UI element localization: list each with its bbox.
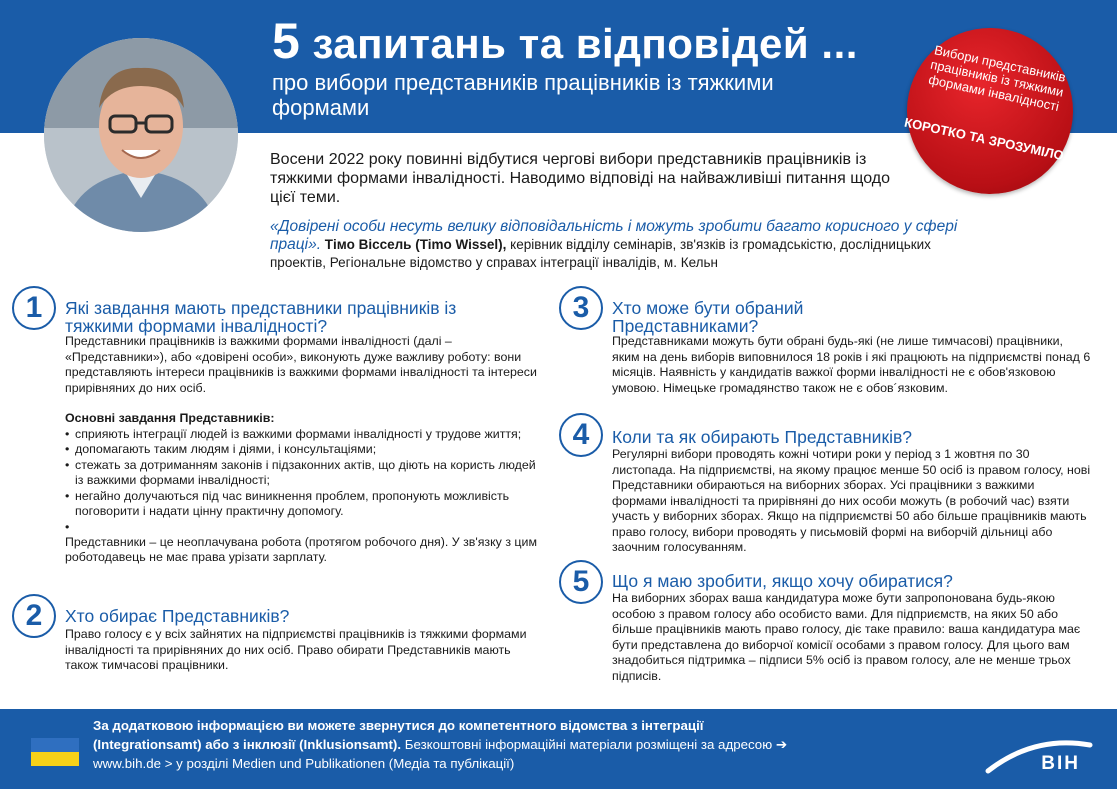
list-item (65, 520, 545, 535)
section-1-list (65, 427, 545, 535)
badge-text: Вибори представників працівників із тяжкими формами інвалідності (927, 42, 1068, 115)
section-title-1: Які завдання мають представники працівників із тяжкими формами інвалідності? (65, 298, 457, 336)
section-number-5: 5 (559, 560, 603, 604)
quote-author: Тімо Віссель (Timo Wissel), (324, 237, 507, 252)
bih-logo (984, 731, 1094, 779)
ukraine-flag-icon (31, 738, 79, 766)
title-text: запитань та відповідей ... (300, 20, 858, 67)
section-number-1: 1 (12, 286, 56, 330)
section-1-paragraph: Представники працівників із важкими формами інвалідності (далі – «Представники»), або «довірені особи», виконують дуже важливу роботу: вони представляють інтереси працівників із важкими формами інвалідності та інтереси прирівняних до них осіб. (65, 334, 537, 395)
footer-text (93, 716, 813, 773)
section-number-4: 4 (559, 413, 603, 457)
badge-highlight: КОРОТКО ТА ЗРОЗУМІЛО (903, 114, 1066, 164)
section-title-2: Хто обирає Представників? (65, 606, 290, 626)
section-body-1 (65, 334, 545, 566)
footer-normal-text: Безкоштовні інформаційні матеріали розміщені за адресою (401, 737, 773, 752)
section-title-5: Що я маю зробити, якщо хочу обиратися? (612, 571, 953, 591)
portrait-photo (44, 38, 238, 232)
title-number: 5 (272, 13, 301, 69)
footer-banner (0, 709, 1117, 789)
list-item: • сприяють інтеграції людей із важкими формами інвалідності у трудове життя; (65, 427, 545, 443)
section-number-3: 3 (559, 286, 603, 330)
footer-link[interactable]: www.bih.de > у розділі Medien und Publikationen (Медіа та публікації) (93, 756, 515, 771)
list-item: • стежать за дотриманням законів і підзаконних актів, що діють на користь людей із важкими формами інвалідності; (65, 458, 545, 489)
portrait-illustration (44, 38, 238, 232)
section-body-5: На виборних зборах ваша кандидатура може бути запропонована будь-якою особою з правом голосу або особисто вами. Для підприємств, на яких 50 або більше працівників мають право голосу, діє таке правило: ваша кандидатура має бути представлена до виборчої комісії особами з правом голосу. Для цього вам знадобиться підтримка – підписи 5% осіб із правом голосу, але не менше трьох підписів. (612, 591, 1081, 683)
section-number-2: 2 (12, 594, 56, 638)
list-item: • негайно долучаються під час виникнення проблем, пропонують можливість поговорити і надати цінну практичну допомогу. (65, 489, 545, 520)
section-1-subheading: Основні завдання Представників: (65, 411, 275, 425)
arrow-right-icon: ➔ (775, 737, 788, 752)
section-1-paragraph-2: Представники – це неоплачувана робота (протягом робочого дня). У зв'язку з цим роботодавець не має права урізати зарплату. (65, 534, 537, 564)
list-item: • допомагають таким людям і діями, і консультаціями; (65, 442, 545, 458)
section-body-4: Регулярні вибори проводять кожні чотири роки у період з 1 жовтня по 30 листопада. На підприємстві, на якому працює менше 50 осіб із правом голосу, нові Представники обираються на виборних зборах. Усі працівники з важкими формами інвалідності та прирівняні до них особи можуть (в робочий час) взяти участь у виборних зборах. Якщо на підприємстві 50 або більше працівників мають право голосу, вибори проводять у письмовій формі на виборчій дільниці або заочним голосуванням. (612, 447, 1091, 554)
quote-block (270, 218, 970, 272)
footer-bold-text: За додатковою інформацією ви можете звернутися до компетентного відомства з інтеграції (Integrationsamt) або з інклюзії (Inklusionsamt). (93, 718, 704, 752)
section-body-3: Представниками можуть бути обрані будь-які (не лише тимчасові) працівники, яким на день виборів виповнилося 18 років і які працюють на підприємстві понад 6 місяців. Наявність у кандидатів важкої форми інвалідності не є обов'язковою умовою. Німецьке громадянство також не є обов´язковим. (612, 334, 1091, 395)
quote-author-role: керівник відділу семінарів, зв'язків із громадськістю, дослідницьких проектів, Регіональне відомство у справах інтеграції інвалідів, м. Кельн (270, 237, 931, 270)
page-title (272, 12, 858, 70)
logo-text: BIH (1041, 753, 1080, 774)
section-body-2: Право голосу є у всіх зайнятих на підприємстві працівників із тяжкими формами інвалідності та прирівняних до них осіб. Право обирати Представників мають також тимчасові працівники. (65, 627, 527, 672)
quote-text: «Довірені особи несуть велику відповідальність і можуть зробити багато корисного у сфері праці». (270, 218, 958, 253)
section-title-3: Хто може бути обраний Представниками? (612, 298, 804, 336)
section-title-4: Коли та як обирають Представників? (612, 427, 913, 447)
page-subtitle: про вибори представників працівників із тяжкими формами (272, 70, 774, 120)
intro-paragraph: Восени 2022 року повинні відбутися чергові вибори представників працівників із тяжкими формами інвалідності. Наводимо відповіді на найважливіші питання щодо цієї теми. (270, 151, 891, 206)
